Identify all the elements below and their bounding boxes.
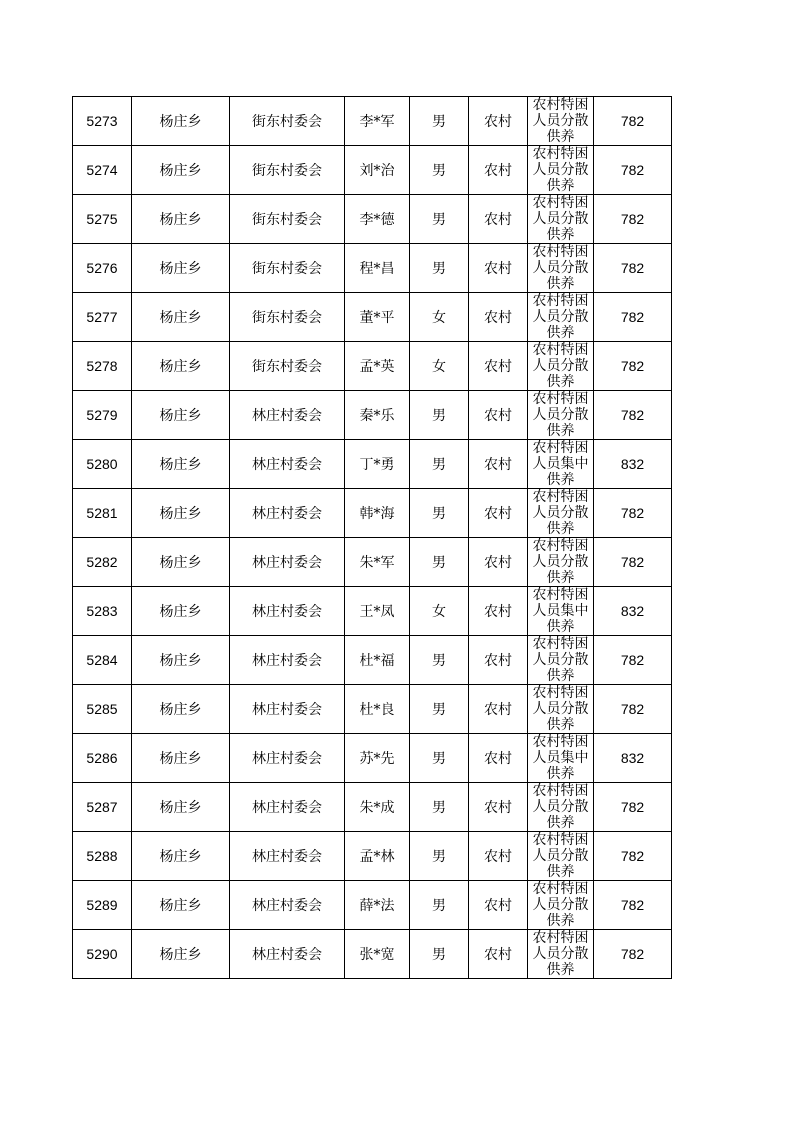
amount-cell: 782 — [594, 195, 672, 244]
area-type-cell: 农村 — [469, 734, 528, 783]
table-row — [73, 734, 672, 783]
township-cell: 杨庄乡 — [132, 146, 230, 195]
village-committee-cell: 街东村委会 — [230, 146, 345, 195]
person-name-cell: 朱*军 — [345, 538, 410, 587]
person-name-cell: 杜*福 — [345, 636, 410, 685]
township-cell: 杨庄乡 — [132, 97, 230, 146]
village-committee-cell: 林庄村委会 — [230, 391, 345, 440]
area-type-cell: 农村 — [469, 293, 528, 342]
area-type-cell: 农村 — [469, 881, 528, 930]
person-name-cell: 李*军 — [345, 97, 410, 146]
gender-cell: 男 — [410, 930, 469, 979]
support-type-text: 农村特困人员分散供养 — [532, 195, 589, 243]
village-committee-cell: 林庄村委会 — [230, 881, 345, 930]
table-row — [73, 293, 672, 342]
record-id-cell: 5282 — [73, 538, 132, 587]
support-type-cell — [528, 342, 594, 391]
amount-cell: 782 — [594, 685, 672, 734]
support-type-cell — [528, 244, 594, 293]
amount-cell: 782 — [594, 146, 672, 195]
area-type-cell: 农村 — [469, 489, 528, 538]
person-name-cell: 孟*英 — [345, 342, 410, 391]
township-cell: 杨庄乡 — [132, 734, 230, 783]
gender-cell: 男 — [410, 146, 469, 195]
village-committee-cell: 林庄村委会 — [230, 734, 345, 783]
person-name-cell: 杜*良 — [345, 685, 410, 734]
person-name-cell: 韩*海 — [345, 489, 410, 538]
support-type-text: 农村特困人员集中供养 — [532, 734, 589, 782]
support-type-text: 农村特困人员分散供养 — [532, 636, 589, 684]
village-committee-cell: 林庄村委会 — [230, 440, 345, 489]
amount-cell: 782 — [594, 930, 672, 979]
support-type-cell — [528, 293, 594, 342]
person-name-cell: 秦*乐 — [345, 391, 410, 440]
support-type-cell — [528, 391, 594, 440]
table-row — [73, 832, 672, 881]
person-name-cell: 苏*先 — [345, 734, 410, 783]
record-id-cell: 5278 — [73, 342, 132, 391]
record-id-cell: 5280 — [73, 440, 132, 489]
table-row — [73, 146, 672, 195]
township-cell: 杨庄乡 — [132, 391, 230, 440]
record-id-cell: 5287 — [73, 783, 132, 832]
record-id-cell: 5290 — [73, 930, 132, 979]
township-cell: 杨庄乡 — [132, 636, 230, 685]
village-committee-cell: 街东村委会 — [230, 97, 345, 146]
amount-cell: 782 — [594, 293, 672, 342]
amount-cell: 782 — [594, 391, 672, 440]
area-type-cell: 农村 — [469, 440, 528, 489]
amount-cell: 782 — [594, 636, 672, 685]
gender-cell: 男 — [410, 440, 469, 489]
relief-roster-table — [72, 96, 672, 979]
area-type-cell: 农村 — [469, 783, 528, 832]
township-cell: 杨庄乡 — [132, 293, 230, 342]
support-type-cell — [528, 538, 594, 587]
record-id-cell: 5288 — [73, 832, 132, 881]
record-id-cell: 5276 — [73, 244, 132, 293]
village-committee-cell: 林庄村委会 — [230, 783, 345, 832]
support-type-text: 农村特困人员分散供养 — [532, 832, 589, 880]
amount-cell: 832 — [594, 734, 672, 783]
gender-cell: 男 — [410, 195, 469, 244]
support-type-cell — [528, 636, 594, 685]
amount-cell: 782 — [594, 881, 672, 930]
record-id-cell: 5286 — [73, 734, 132, 783]
township-cell: 杨庄乡 — [132, 881, 230, 930]
record-id-cell: 5275 — [73, 195, 132, 244]
support-type-text: 农村特困人员分散供养 — [532, 146, 589, 194]
area-type-cell: 农村 — [469, 97, 528, 146]
support-type-text: 农村特困人员分散供养 — [532, 342, 589, 390]
area-type-cell: 农村 — [469, 146, 528, 195]
support-type-text: 农村特困人员分散供养 — [532, 881, 589, 929]
record-id-cell: 5285 — [73, 685, 132, 734]
support-type-text: 农村特困人员分散供养 — [532, 783, 589, 831]
amount-cell: 782 — [594, 832, 672, 881]
amount-cell: 782 — [594, 97, 672, 146]
township-cell: 杨庄乡 — [132, 489, 230, 538]
village-committee-cell: 林庄村委会 — [230, 832, 345, 881]
gender-cell: 男 — [410, 685, 469, 734]
amount-cell: 782 — [594, 783, 672, 832]
table-row — [73, 489, 672, 538]
support-type-cell — [528, 97, 594, 146]
area-type-cell: 农村 — [469, 636, 528, 685]
support-type-text: 农村特困人员分散供养 — [532, 489, 589, 537]
record-id-cell: 5281 — [73, 489, 132, 538]
person-name-cell: 刘*治 — [345, 146, 410, 195]
amount-cell: 782 — [594, 342, 672, 391]
township-cell: 杨庄乡 — [132, 930, 230, 979]
amount-cell: 782 — [594, 244, 672, 293]
support-type-text: 农村特困人员分散供养 — [532, 391, 589, 439]
village-committee-cell: 林庄村委会 — [230, 587, 345, 636]
support-type-cell — [528, 587, 594, 636]
table-row — [73, 391, 672, 440]
table-row — [73, 930, 672, 979]
gender-cell: 男 — [410, 734, 469, 783]
record-id-cell: 5274 — [73, 146, 132, 195]
gender-cell: 女 — [410, 293, 469, 342]
area-type-cell: 农村 — [469, 587, 528, 636]
support-type-cell — [528, 195, 594, 244]
area-type-cell: 农村 — [469, 930, 528, 979]
support-type-cell — [528, 930, 594, 979]
gender-cell: 男 — [410, 636, 469, 685]
gender-cell: 男 — [410, 832, 469, 881]
table-row — [73, 783, 672, 832]
village-committee-cell: 林庄村委会 — [230, 930, 345, 979]
amount-cell: 832 — [594, 440, 672, 489]
village-committee-cell: 林庄村委会 — [230, 538, 345, 587]
table-row — [73, 244, 672, 293]
township-cell: 杨庄乡 — [132, 685, 230, 734]
township-cell: 杨庄乡 — [132, 783, 230, 832]
support-type-text: 农村特困人员分散供养 — [532, 538, 589, 586]
roster-body — [73, 97, 672, 979]
area-type-cell: 农村 — [469, 391, 528, 440]
amount-cell: 782 — [594, 489, 672, 538]
township-cell: 杨庄乡 — [132, 587, 230, 636]
township-cell: 杨庄乡 — [132, 440, 230, 489]
support-type-cell — [528, 832, 594, 881]
support-type-cell — [528, 881, 594, 930]
record-id-cell: 5273 — [73, 97, 132, 146]
township-cell: 杨庄乡 — [132, 832, 230, 881]
gender-cell: 女 — [410, 587, 469, 636]
table-row — [73, 881, 672, 930]
table-row — [73, 342, 672, 391]
record-id-cell: 5279 — [73, 391, 132, 440]
table-row — [73, 195, 672, 244]
gender-cell: 男 — [410, 783, 469, 832]
area-type-cell: 农村 — [469, 685, 528, 734]
support-type-cell — [528, 685, 594, 734]
support-type-text: 农村特困人员分散供养 — [532, 244, 589, 292]
amount-cell: 832 — [594, 587, 672, 636]
table-row — [73, 97, 672, 146]
person-name-cell: 张*宽 — [345, 930, 410, 979]
support-type-text: 农村特困人员分散供养 — [532, 293, 589, 341]
person-name-cell: 程*昌 — [345, 244, 410, 293]
village-committee-cell: 街东村委会 — [230, 342, 345, 391]
area-type-cell: 农村 — [469, 342, 528, 391]
table-row — [73, 636, 672, 685]
support-type-text: 农村特困人员集中供养 — [532, 440, 589, 488]
support-type-cell — [528, 734, 594, 783]
record-id-cell: 5284 — [73, 636, 132, 685]
support-type-cell — [528, 146, 594, 195]
village-committee-cell: 林庄村委会 — [230, 685, 345, 734]
area-type-cell: 农村 — [469, 244, 528, 293]
village-committee-cell: 林庄村委会 — [230, 489, 345, 538]
area-type-cell: 农村 — [469, 195, 528, 244]
village-committee-cell: 街东村委会 — [230, 195, 345, 244]
support-type-cell — [528, 440, 594, 489]
person-name-cell: 丁*勇 — [345, 440, 410, 489]
person-name-cell: 薛*法 — [345, 881, 410, 930]
table-row — [73, 685, 672, 734]
table-row — [73, 587, 672, 636]
amount-cell: 782 — [594, 538, 672, 587]
gender-cell: 男 — [410, 391, 469, 440]
record-id-cell: 5289 — [73, 881, 132, 930]
township-cell: 杨庄乡 — [132, 342, 230, 391]
township-cell: 杨庄乡 — [132, 195, 230, 244]
record-id-cell: 5277 — [73, 293, 132, 342]
person-name-cell: 李*德 — [345, 195, 410, 244]
support-type-text: 农村特困人员分散供养 — [532, 97, 589, 145]
person-name-cell: 朱*成 — [345, 783, 410, 832]
gender-cell: 男 — [410, 881, 469, 930]
gender-cell: 女 — [410, 342, 469, 391]
township-cell: 杨庄乡 — [132, 244, 230, 293]
person-name-cell: 王*凤 — [345, 587, 410, 636]
village-committee-cell: 街东村委会 — [230, 293, 345, 342]
village-committee-cell: 街东村委会 — [230, 244, 345, 293]
gender-cell: 男 — [410, 538, 469, 587]
gender-cell: 男 — [410, 244, 469, 293]
area-type-cell: 农村 — [469, 832, 528, 881]
support-type-cell — [528, 783, 594, 832]
support-type-text: 农村特困人员集中供养 — [532, 587, 589, 635]
table-row — [73, 440, 672, 489]
village-committee-cell: 林庄村委会 — [230, 636, 345, 685]
gender-cell: 男 — [410, 489, 469, 538]
record-id-cell: 5283 — [73, 587, 132, 636]
support-type-text: 农村特困人员分散供养 — [532, 685, 589, 733]
person-name-cell: 董*平 — [345, 293, 410, 342]
person-name-cell: 孟*林 — [345, 832, 410, 881]
support-type-text: 农村特困人员分散供养 — [532, 930, 589, 978]
area-type-cell: 农村 — [469, 538, 528, 587]
township-cell: 杨庄乡 — [132, 538, 230, 587]
table-row — [73, 538, 672, 587]
support-type-cell — [528, 489, 594, 538]
gender-cell: 男 — [410, 97, 469, 146]
